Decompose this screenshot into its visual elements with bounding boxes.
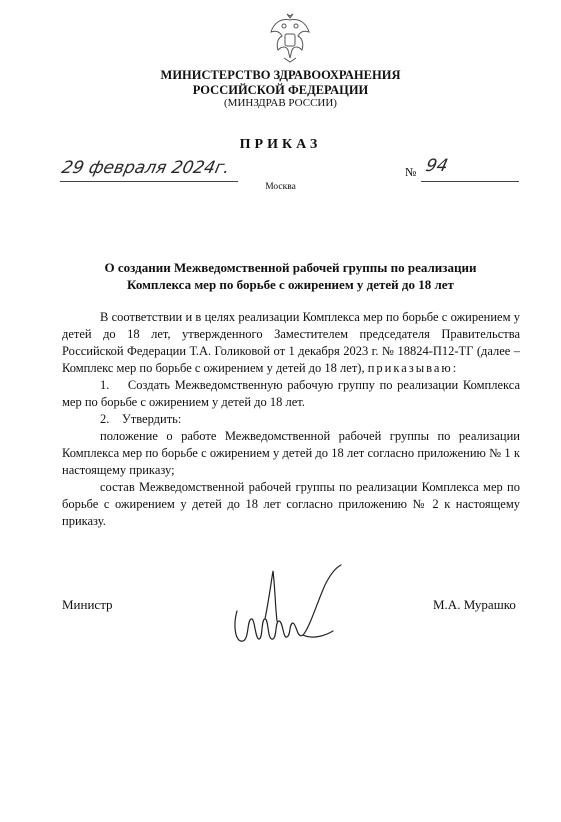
order-subject [60, 259, 521, 293]
order-title: ПРИКАЗ [239, 137, 322, 152]
subject-line-2: Комплекса мер по борьбе с ожирением у детей до 18 лет [127, 277, 454, 292]
ministry-name [0, 68, 561, 98]
ministry-line-2: РОССИЙСКОЙ ФЕДЕРАЦИИ [192, 83, 369, 97]
ministry-line-1: МИНИСТЕРСТВО ЗДРАВООХРАНЕНИЯ [160, 68, 401, 82]
order-date-handwritten: 29 февраля 2024г. [59, 158, 232, 178]
subject-line-1: О создании Межведомственной рабочей группы по реализации [104, 260, 477, 275]
handwritten-signature [225, 563, 355, 653]
item-2b-paragraph: состав Межведомственной рабочей группы по реализации Комплекса мер по борьбе с ожирением у детей до 18 лет согласно приложению № 2 к настоящему приказу. [62, 480, 520, 528]
item-2a-paragraph: положение о работе Межведомственной рабочей группы по реализации Комплекса мер по борьбе с ожирением у детей до 18 лет согласно приложению № 1 к настоящему приказу; [62, 429, 520, 477]
coat-of-arms-icon [268, 12, 312, 64]
ministry-short-name: (МИНЗДРАВ РОССИИ) [224, 97, 337, 109]
order-body [62, 309, 520, 530]
signoff-name: М.А. Мурашко [433, 597, 516, 612]
item-2-paragraph: 2. Утвердить: [100, 412, 182, 426]
item-1-paragraph: 1. Создать Межведомственную рабочую группу по реализации Комплекса мер по борьбе с ожирением у детей до 18 лет. [62, 378, 520, 409]
order-number-sign: № [405, 165, 417, 179]
order-number-handwritten: 94 [423, 156, 450, 176]
preamble-command: приказываю: [367, 361, 459, 375]
signoff-position: Министр [62, 597, 113, 612]
preamble-paragraph [62, 309, 520, 377]
preamble-text: В соответствии и в целях реализации Комплекса мер по борьбе с ожирением у детей до 18 лет, утвержденного Заместителем председателя Правительства Российской Федерации Т.А. Голиковой от 1 декабря 2023 г. № 18824-П12-ТГ (далее – Комплекс мер по борьбе с ожирением у детей до 18 лет), [62, 310, 520, 375]
order-city: Москва [265, 182, 296, 192]
